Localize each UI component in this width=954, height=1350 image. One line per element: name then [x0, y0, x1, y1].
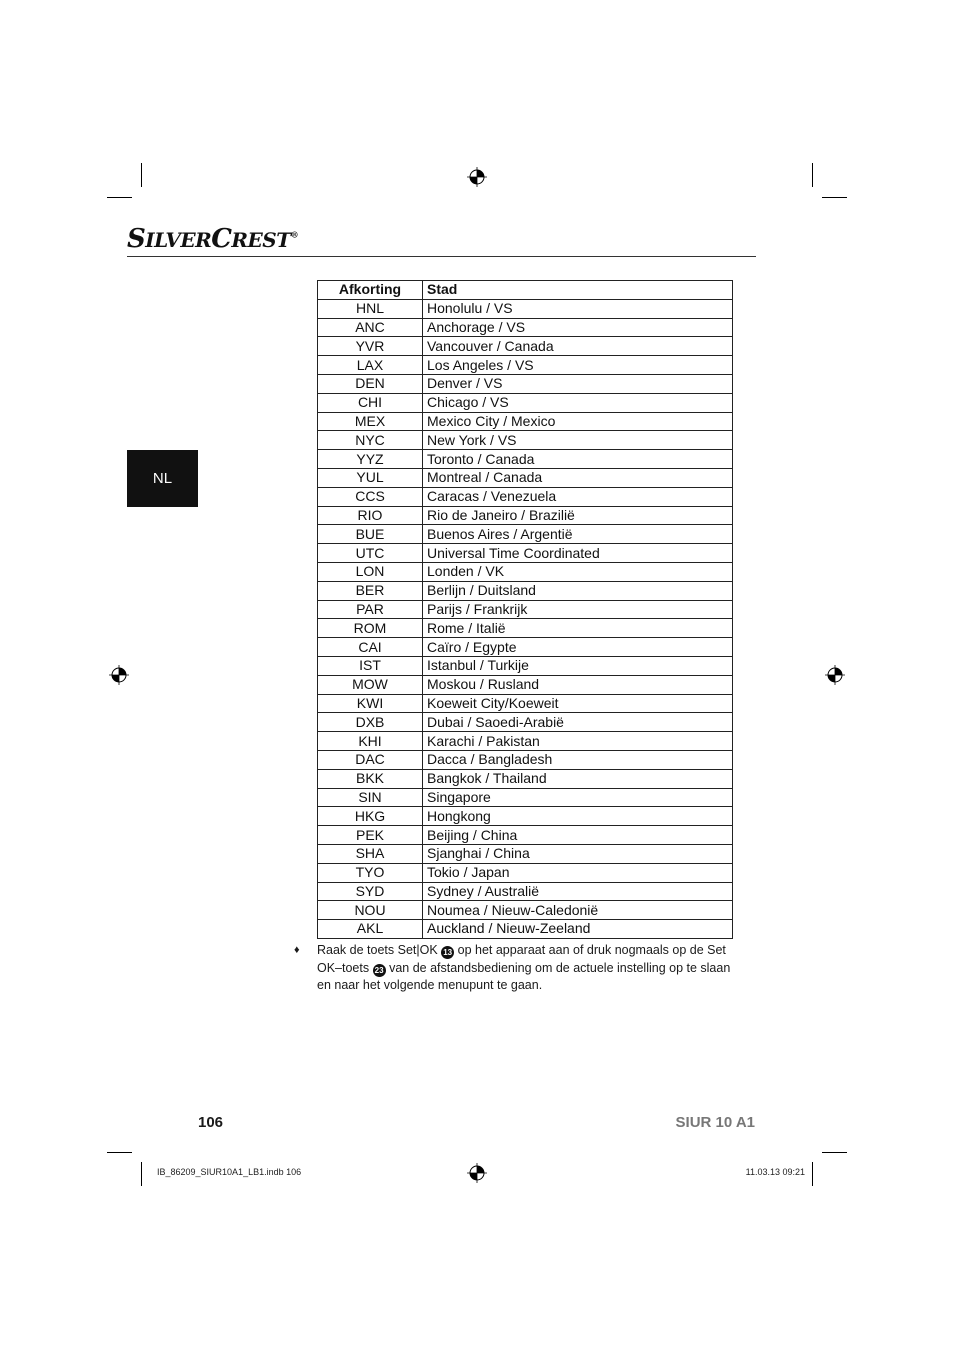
language-tab: NL	[127, 450, 198, 507]
table-row	[318, 562, 733, 581]
abbreviation-cell: YVR	[318, 337, 423, 356]
abbreviation-cell: TYO	[318, 863, 423, 882]
crop-mark	[822, 197, 847, 198]
table-row	[318, 506, 733, 525]
city-cell: Buenos Aires / Argentië	[423, 525, 733, 544]
abbreviation-cell: RIO	[318, 506, 423, 525]
table-row	[318, 450, 733, 469]
table-row	[318, 318, 733, 337]
city-cell: Mexico City / Mexico	[423, 412, 733, 431]
abbreviation-cell: NOU	[318, 901, 423, 920]
city-cell: Parijs / Frankrijk	[423, 600, 733, 619]
bullet-icon: ♦	[294, 944, 300, 956]
slug-filename: IB_86209_SIUR10A1_LB1.indb 106	[157, 1167, 302, 1177]
registration-mark-icon	[825, 665, 845, 685]
city-cell: Bangkok / Thailand	[423, 769, 733, 788]
city-cell: New York / VS	[423, 431, 733, 450]
table-row	[318, 750, 733, 769]
table-row	[318, 769, 733, 788]
table-row	[318, 732, 733, 751]
table-body	[318, 299, 733, 938]
city-cell: Toronto / Canada	[423, 450, 733, 469]
city-cell: Chicago / VS	[423, 393, 733, 412]
abbreviation-cell: UTC	[318, 544, 423, 563]
abbreviation-cell: AKL	[318, 920, 423, 939]
table-row	[318, 807, 733, 826]
city-cell: Auckland / Nieuw-Zeeland	[423, 920, 733, 939]
crop-mark	[107, 197, 132, 198]
table-row	[318, 619, 733, 638]
abbreviation-cell: ANC	[318, 318, 423, 337]
abbreviation-cell: YYZ	[318, 450, 423, 469]
abbreviation-cell: CHI	[318, 393, 423, 412]
crop-mark	[107, 1152, 132, 1153]
city-cell: Rome / Italië	[423, 619, 733, 638]
city-cell: Los Angeles / VS	[423, 356, 733, 375]
city-cell: Universal Time Coordinated	[423, 544, 733, 563]
model-number: SIUR 10 A1	[675, 1114, 755, 1131]
crop-mark	[141, 1162, 142, 1186]
city-cell: Dubai / Saoedi-Arabië	[423, 713, 733, 732]
abbreviation-cell: BER	[318, 581, 423, 600]
brand-logo: SILVERCREST®	[127, 224, 299, 254]
key-number-badge: 13	[441, 946, 454, 959]
abbreviation-cell: CAI	[318, 638, 423, 657]
city-cell: Koeweit City/Koeweit	[423, 694, 733, 713]
table-row	[318, 675, 733, 694]
table-row	[318, 468, 733, 487]
abbreviation-cell: SIN	[318, 788, 423, 807]
city-cell: Moskou / Rusland	[423, 675, 733, 694]
abbreviation-cell: LAX	[318, 356, 423, 375]
city-cell: Sydney / Australië	[423, 882, 733, 901]
header-rule	[127, 256, 756, 257]
table-row	[318, 581, 733, 600]
city-table	[317, 280, 733, 939]
abbreviation-cell: BKK	[318, 769, 423, 788]
abbreviation-cell: KHI	[318, 732, 423, 751]
abbreviation-cell: KWI	[318, 694, 423, 713]
key-number-badge: 23	[373, 964, 386, 977]
table-row	[318, 600, 733, 619]
column-header-abbreviation: Afkorting	[318, 281, 423, 300]
table-row	[318, 863, 733, 882]
table-row	[318, 356, 733, 375]
table-row	[318, 299, 733, 318]
table-row	[318, 788, 733, 807]
registration-mark-icon	[109, 665, 129, 685]
abbreviation-cell: ROM	[318, 619, 423, 638]
city-cell: Anchorage / VS	[423, 318, 733, 337]
city-cell: Istanbul / Turkije	[423, 656, 733, 675]
crop-mark	[141, 163, 142, 187]
registration-mark-icon	[467, 167, 487, 187]
registration-mark-icon	[467, 1163, 487, 1183]
instruction-text: Raak de toets Set|OK 13 op het apparaat aan of druk nogmaals op de Set OK–toets 23 van de afstandsbediening om de actuele instelling op te slaan en naar het volgende menupunt te gaan.	[317, 943, 731, 992]
city-cell: Montreal / Canada	[423, 468, 733, 487]
crop-mark	[822, 1152, 847, 1153]
city-cell: Vancouver / Canada	[423, 337, 733, 356]
page-number: 106	[198, 1114, 224, 1131]
table-row	[318, 713, 733, 732]
table-row	[318, 844, 733, 863]
table-header-row	[318, 281, 733, 300]
table-row	[318, 393, 733, 412]
table-row	[318, 487, 733, 506]
abbreviation-cell: YUL	[318, 468, 423, 487]
city-cell: Caïro / Egypte	[423, 638, 733, 657]
table-row	[318, 882, 733, 901]
abbreviation-cell: IST	[318, 656, 423, 675]
city-cell: Honolulu / VS	[423, 299, 733, 318]
abbreviation-cell: HNL	[318, 299, 423, 318]
city-cell: Tokio / Japan	[423, 863, 733, 882]
city-cell: Londen / VK	[423, 562, 733, 581]
city-cell: Karachi / Pakistan	[423, 732, 733, 751]
table-row	[318, 374, 733, 393]
table-row	[318, 431, 733, 450]
abbreviation-cell: PAR	[318, 600, 423, 619]
city-cell: Caracas / Venezuela	[423, 487, 733, 506]
abbreviation-cell: CCS	[318, 487, 423, 506]
table-row	[318, 901, 733, 920]
abbreviation-cell: SYD	[318, 882, 423, 901]
abbreviation-cell: HKG	[318, 807, 423, 826]
instruction-note	[294, 942, 734, 995]
abbreviation-cell: SHA	[318, 844, 423, 863]
abbreviation-cell: NYC	[318, 431, 423, 450]
table-row	[318, 525, 733, 544]
city-cell: Rio de Janeiro / Brazilië	[423, 506, 733, 525]
table-row	[318, 638, 733, 657]
city-cell: Berlijn / Duitsland	[423, 581, 733, 600]
table-row	[318, 826, 733, 845]
city-cell: Beijing / China	[423, 826, 733, 845]
city-cell: Dacca / Bangladesh	[423, 750, 733, 769]
abbreviation-cell: DXB	[318, 713, 423, 732]
table-row	[318, 544, 733, 563]
column-header-city: Stad	[423, 281, 733, 300]
crop-mark	[812, 1162, 813, 1186]
table-row	[318, 920, 733, 939]
city-cell: Singapore	[423, 788, 733, 807]
table-row	[318, 337, 733, 356]
abbreviation-cell: PEK	[318, 826, 423, 845]
table-row	[318, 656, 733, 675]
abbreviation-cell: MOW	[318, 675, 423, 694]
abbreviation-cell: MEX	[318, 412, 423, 431]
slug-datetime: 11.03.13 09:21	[745, 1167, 805, 1177]
abbreviation-cell: BUE	[318, 525, 423, 544]
city-cell: Hongkong	[423, 807, 733, 826]
table-row	[318, 412, 733, 431]
city-cell: Denver / VS	[423, 374, 733, 393]
table-row	[318, 694, 733, 713]
city-cell: Sjanghai / China	[423, 844, 733, 863]
abbreviation-cell: LON	[318, 562, 423, 581]
abbreviation-cell: DAC	[318, 750, 423, 769]
crop-mark	[812, 163, 813, 187]
city-cell: Noumea / Nieuw-Caledonië	[423, 901, 733, 920]
abbreviation-cell: DEN	[318, 374, 423, 393]
